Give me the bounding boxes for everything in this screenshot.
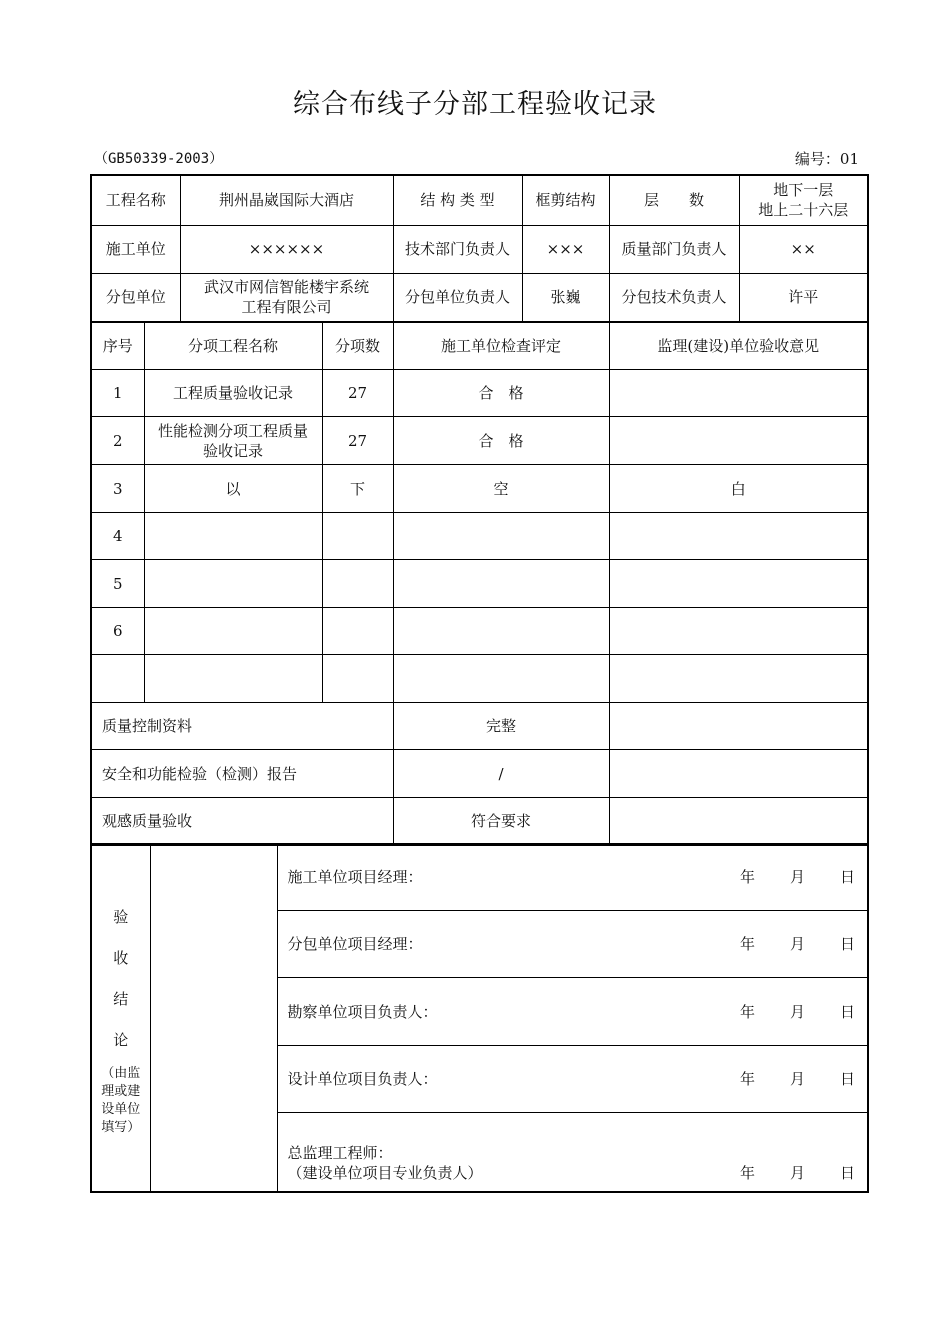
contractor-label: 施工单位 xyxy=(91,225,180,273)
row-check: 合 格 xyxy=(393,417,609,465)
row-name xyxy=(144,608,322,655)
check-opinion xyxy=(609,750,868,798)
date-fields: 年 月 日 xyxy=(739,1002,855,1021)
row-check xyxy=(393,655,609,703)
row-check: 空 xyxy=(393,465,609,513)
conclusion-blank xyxy=(150,844,277,1192)
check-row xyxy=(91,703,868,750)
table-row xyxy=(91,560,868,608)
row-name xyxy=(144,655,322,703)
row-count: 27 xyxy=(322,370,393,417)
project-info-table xyxy=(90,174,869,323)
row-name: 以 xyxy=(144,465,322,513)
check-row xyxy=(91,798,868,845)
row-opinion xyxy=(609,608,868,655)
conclusion-table xyxy=(90,843,869,1193)
contractor-value: ×××××× xyxy=(180,225,393,273)
row-opinion xyxy=(609,513,868,560)
row-opinion: 白 xyxy=(609,465,868,513)
check-opinion xyxy=(609,703,868,750)
header-no: 序号 xyxy=(91,322,144,370)
row-check xyxy=(393,608,609,655)
header-opinion: 监理(建设)单位验收意见 xyxy=(609,322,868,370)
signer-design-head: 设计单位项目负责人： 年 月 日 xyxy=(277,1046,868,1113)
row-no: 6 xyxy=(91,608,144,655)
document-number: 编号：01 xyxy=(794,150,859,168)
date-fields: 年 月 日 xyxy=(739,1163,855,1182)
check-value: 符合要求 xyxy=(393,798,609,845)
tech-head-label: 技术部门负责人 xyxy=(393,225,522,273)
project-name-value: 荆州晶崴国际大酒店 xyxy=(180,175,393,225)
row-name: 性能检测分项工程质量验收记录 xyxy=(144,417,322,465)
row-no: 3 xyxy=(91,465,144,513)
date-fields: 年 月 日 xyxy=(739,868,855,886)
sub-head-label: 分包单位负责人 xyxy=(393,273,522,322)
row-no: 2 xyxy=(91,417,144,465)
floors-value: 地下一层 地上二十六层 xyxy=(739,175,868,225)
tech-head-value: ××× xyxy=(522,225,609,273)
quality-head-value: ×× xyxy=(739,225,868,273)
signer-survey-head: 勘察单位项目负责人： 年 月 日 xyxy=(277,978,868,1046)
row-check: 合 格 xyxy=(393,370,609,417)
row-opinion xyxy=(609,560,868,608)
check-value: 完整 xyxy=(393,703,609,750)
row-no xyxy=(91,655,144,703)
row-count: 27 xyxy=(322,417,393,465)
row-name xyxy=(144,560,322,608)
check-row xyxy=(91,750,868,798)
table-row xyxy=(91,513,868,560)
page-title: 综合布线子分部工程验收记录 xyxy=(293,89,657,120)
row-count xyxy=(322,655,393,703)
structure-type-value: 框剪结构 xyxy=(522,175,609,225)
table-row xyxy=(91,655,868,703)
check-label: 观感质量验收 xyxy=(91,798,393,845)
header-check: 施工单位检查评定 xyxy=(393,322,609,370)
sub-tech-value: 许平 xyxy=(739,273,868,322)
row-count xyxy=(322,608,393,655)
row-count: 下 xyxy=(322,465,393,513)
row-name xyxy=(144,513,322,560)
subcontractor-label: 分包单位 xyxy=(91,273,180,322)
header-count: 分项数 xyxy=(322,322,393,370)
table-row xyxy=(91,608,868,655)
row-no: 4 xyxy=(91,513,144,560)
subcontractor-value: 武汉市网信智能楼宇系统 工程有限公司 xyxy=(180,273,393,322)
row-opinion xyxy=(609,417,868,465)
row-no: 1 xyxy=(91,370,144,417)
conclusion-title: 验 收 结 论 （由监 理或建 设单位 填写） xyxy=(91,844,150,1192)
quality-head-label: 质量部门负责人 xyxy=(609,225,739,273)
row-no: 5 xyxy=(91,560,144,608)
date-fields: 年 月 日 xyxy=(739,1070,855,1088)
header-name: 分项工程名称 xyxy=(144,322,322,370)
row-check xyxy=(393,560,609,608)
signer-contractor-pm: 施工单位项目经理： 年 月 日 xyxy=(277,844,868,911)
table-row xyxy=(91,370,868,417)
check-label: 安全和功能检验（检测）报告 xyxy=(91,750,393,798)
structure-type-label: 结 构 类 型 xyxy=(393,175,522,225)
signer-sub-pm: 分包单位项目经理： 年 月 日 xyxy=(277,911,868,978)
conclusion-note: （由监 理或建 设单位 填写） xyxy=(101,1066,141,1136)
row-opinion xyxy=(609,370,868,417)
sub-head-value: 张巍 xyxy=(522,273,609,322)
signer-chief-supervisor: 总监理工程师： （建设单位项目专业负责人） 年 月 日 xyxy=(277,1113,868,1192)
project-name-label: 工程名称 xyxy=(91,175,180,225)
table-row xyxy=(91,465,868,513)
floors-label: 层 数 xyxy=(609,175,739,225)
row-name: 工程质量验收记录 xyxy=(144,370,322,417)
row-count xyxy=(322,513,393,560)
row-opinion xyxy=(609,655,868,703)
table-row xyxy=(91,417,868,465)
sub-tech-label: 分包技术负责人 xyxy=(609,273,739,322)
check-value: / xyxy=(393,750,609,798)
date-fields: 年 月 日 xyxy=(739,935,855,953)
row-check xyxy=(393,513,609,560)
check-label: 质量控制资料 xyxy=(91,703,393,750)
check-opinion xyxy=(609,798,868,845)
standard-code: （GB50339-2003） xyxy=(94,151,224,167)
items-table xyxy=(90,321,869,846)
row-count xyxy=(322,560,393,608)
